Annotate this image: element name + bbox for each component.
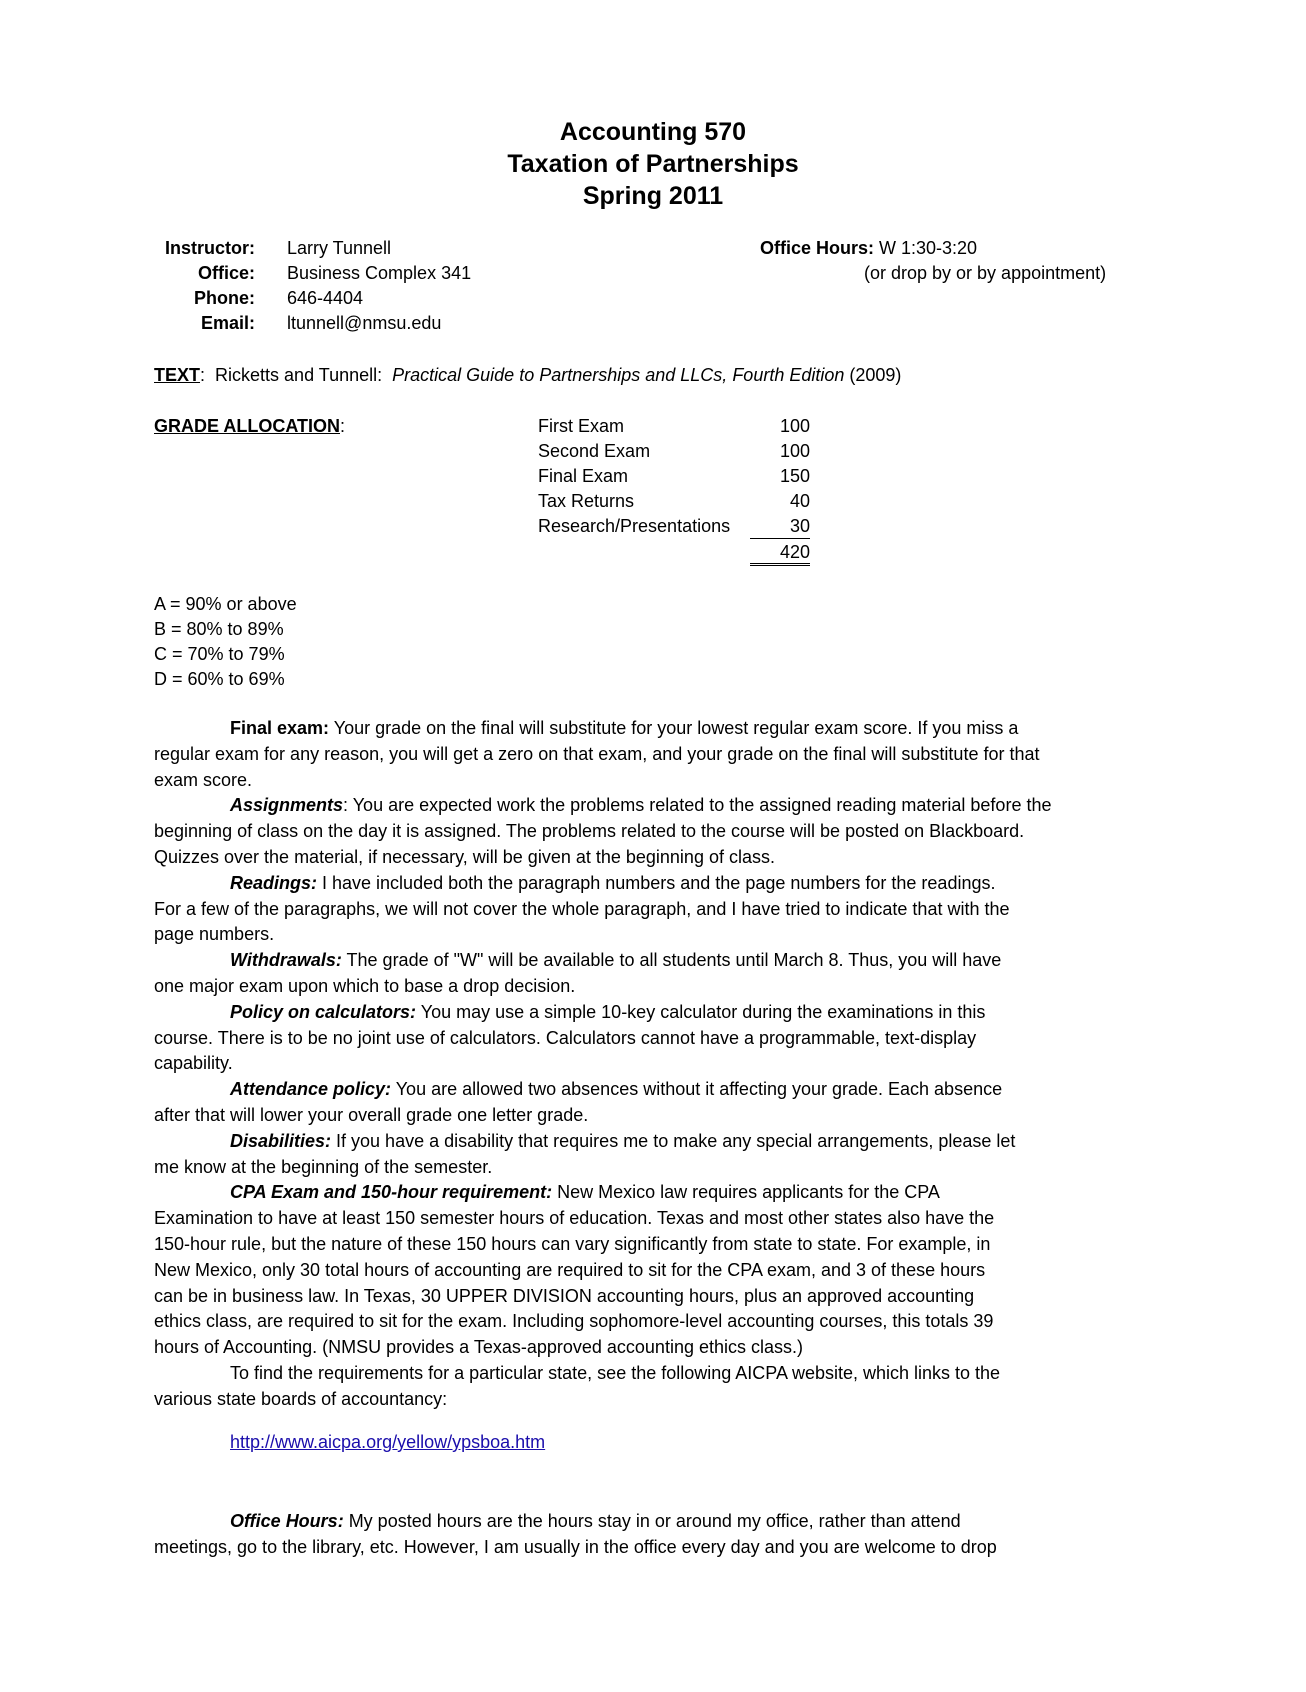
policy-cpa-exam: CPA Exam and 150-hour requirement: New Mexico law requires applicants for the CPA Examination to have at least 150 semester hours of education. Texas and most other states also have the 150-hour rule, but the nature of these 150 hours can vary significantly from state to state. For example, in New Mexico, only 30 total hours of accounting are required to sit for the CPA exam, and 3 of these hours can be in business law. In Texas, 30 UPPER DIVISION accounting hours, plus an approved accounting ethics class, are required to sit for the exam. Including sophomore-level accounting courses, this totals 39 hours of Accounting. (NMSU provides a Texas-approved accounting ethics class.) — [154, 1182, 995, 1358]
policy-heading: Final exam: — [230, 718, 330, 738]
grade-allocation-heading: GRADE ALLOCATION: — [154, 416, 346, 436]
policy-heading: Policy on calculators: — [230, 1001, 417, 1022]
grade-total: 420 — [750, 542, 810, 566]
instructor-label: Instructor: — [165, 238, 255, 258]
course-term: Spring 2011 — [582, 182, 724, 210]
grade-item-points: 100 — [779, 416, 810, 436]
grade-allocation-label: GRADE ALLOCATION — [154, 416, 340, 436]
grade-scale-c: C = 70% to 79% — [154, 644, 285, 664]
policy-heading: Assignments — [230, 795, 344, 816]
policy-withdrawals: Withdrawals: The grade of "W" will be available to all students until March 8. Thus, you will have one major exam upon which to base a drop decision. — [154, 950, 1002, 996]
office-hours-note: (or drop by or by appointment) — [864, 263, 1107, 283]
office-hours-line — [760, 238, 977, 259]
policy-heading: CPA Exam and 150-hour requirement: — [230, 1182, 553, 1203]
policy-heading: Readings: — [230, 872, 318, 893]
policy-attendance: Attendance policy: You are allowed two absences without it affecting your grade. Each absence after that will lower your overall grade one letter grade. — [154, 1079, 1003, 1125]
policy-final-exam: Final exam: Your grade on the final will substitute for your lowest regular exam score. If you miss a regular exam for any reason, you will get a zero on that exam, and your grade on the final will substitute for that exam score. — [154, 718, 1040, 790]
grade-item-points: 30 — [750, 516, 810, 539]
phone-label: Phone: — [194, 288, 255, 308]
policy-calculators: Policy on calculators: You may use a simple 10-key calculator during the examinations in this course. There is to be no joint use of calculators. Calculators cannot have a programmable, text-display capability. — [154, 1001, 986, 1074]
policy-heading: Office Hours: — [230, 1511, 344, 1531]
aicpa-link[interactable]: http://www.aicpa.org/yellow/ypsboa.htm — [230, 1432, 546, 1452]
grade-item-points: 100 — [779, 441, 810, 461]
policies-section — [154, 716, 1154, 1413]
policy-heading: Disabilities: — [230, 1130, 332, 1151]
text-line: TEXT: Ricketts and Tunnell: Practical Guide to Partnerships and LLCs, Fourth Edition (2009) — [154, 365, 902, 385]
office-location: Business Complex 341 — [287, 263, 472, 283]
policy-readings: Readings: I have included both the paragraph numbers and the page numbers for the readings. For a few of the paragraphs, we will not cover the whole paragraph, and I have tried to indicate that with the page numbers. — [154, 872, 1010, 945]
office-label: Office: — [197, 263, 255, 283]
text-label: TEXT — [154, 365, 201, 385]
policy-assignments: Assignments: You are expected work the problems related to the assigned reading material before the beginning of class on the day it is assigned. The problems related to the course will be posted on Blackboard. Quizzes over the material, if necessary, will be given at the beginning of class. — [154, 795, 1052, 867]
policy-heading: Withdrawals: — [230, 950, 342, 971]
grade-item-points: 40 — [789, 491, 810, 511]
course-title: Accounting 570 — [559, 118, 747, 146]
policy-heading: Attendance policy: — [230, 1079, 392, 1100]
grade-item-name: Tax Returns — [538, 491, 635, 511]
policy-state-requirements: To find the requirements for a particular state, see the following AICPA website, which links to the various state boards of accountancy: — [154, 1362, 1001, 1409]
grade-scale-b: B = 80% to 89% — [154, 619, 284, 639]
office-hours-label: Office Hours: — [760, 238, 875, 258]
grade-item-name: Research/Presentations — [538, 516, 731, 536]
grade-item-name: Second Exam — [538, 441, 651, 461]
grade-item-name: Final Exam — [538, 466, 629, 486]
text-authors: Ricketts and Tunnell: — [215, 365, 383, 385]
course-subtitle: Taxation of Partnerships — [507, 150, 799, 178]
grade-scale-a: A = 90% or above — [154, 594, 297, 614]
office-hours-value: W 1:30-3:20 — [874, 238, 978, 258]
text-book-title: Practical Guide to Partnerships and LLCs, Fourth Edition — [392, 365, 845, 385]
email-address: ltunnell@nmsu.edu — [287, 313, 442, 333]
text-year: (2009) — [844, 365, 902, 385]
grade-item-points: 150 — [779, 466, 810, 486]
grade-item-name: First Exam — [538, 416, 625, 436]
email-label: Email: — [200, 313, 255, 333]
office-hours-policy: Office Hours: My posted hours are the hours stay in or around my office, rather than attend meetings, go to the library, etc. However, I am usually in the office every day and you are welcome to drop — [154, 1511, 997, 1557]
grade-scale-d: D = 60% to 69% — [154, 669, 285, 689]
phone-number: 646-4404 — [287, 288, 364, 308]
instructor-name: Larry Tunnell — [287, 238, 392, 258]
policy-disabilities: Disabilities: If you have a disability that requires me to make any special arrangements, please let me know at the beginning of the semester. — [154, 1130, 1016, 1177]
